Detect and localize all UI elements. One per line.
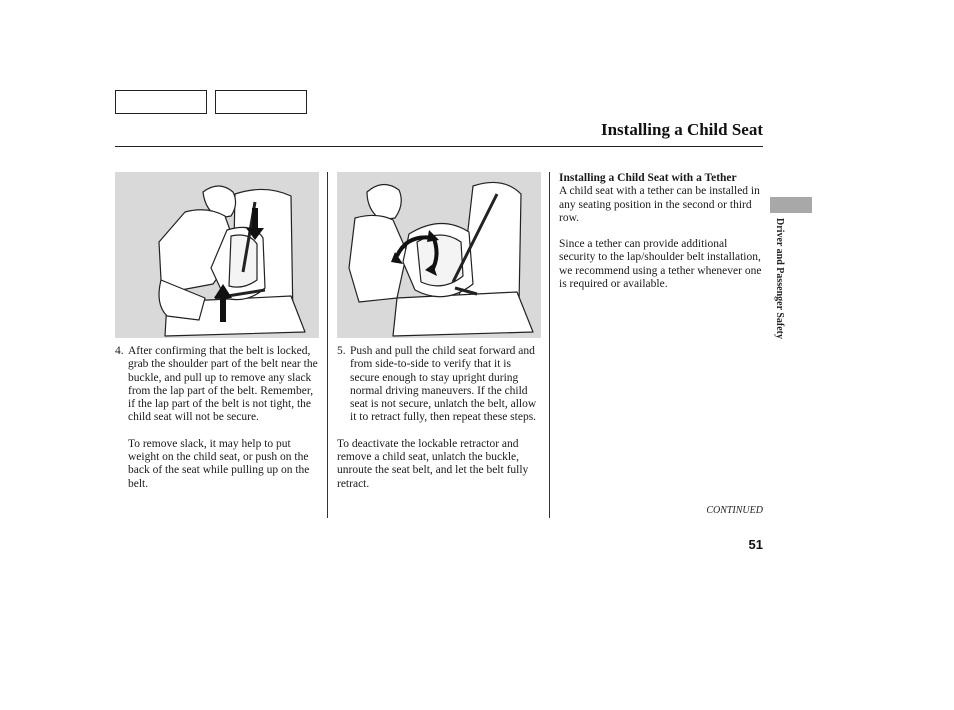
column-divider <box>549 172 550 518</box>
paragraph: A child seat with a tether can be installed in any seating position in the second or third row. <box>559 185 760 224</box>
section-tab-label: Driver and Passenger Safety <box>774 218 785 340</box>
step-note: To deactivate the lockable retractor and remove a child seat, unlatch the buckle, unroute the seat belt, and let the belt fully retract. <box>337 437 529 490</box>
page-title: Installing a Child Seat <box>600 120 763 139</box>
step-note: To remove slack, it may help to put weight on the child seat, or push on the back of the seat while pulling up on the belt. <box>128 437 310 490</box>
step-instructions: Push and pull the child seat forward and from side-to-side to verify that it is secure enough to stay upright during normal driving maneuvers. If the child seat is not secure, unlatch the belt, allow it to retract fully, then repeat these steps. <box>350 345 537 424</box>
step-instructions: After confirming that the belt is locked, grab the shoulder part of the belt near the buckle, and pull up to remove any slack from the lap part of the belt. Remember, if the lap part of the belt is not tight, the child seat will not be secure. <box>128 345 318 424</box>
title-divider <box>115 146 763 147</box>
section-heading: Installing a Child Seat with a Tether <box>559 172 737 184</box>
column-divider <box>327 172 328 518</box>
illustration-verify-secure <box>337 172 541 338</box>
illustration-remove-slack <box>115 172 319 338</box>
nav-box-index[interactable] <box>215 90 307 114</box>
paragraph: Since a tether can provide additional security to the lap/shoulder belt installation, we recommend using a tether whenever one is required or available. <box>559 238 762 291</box>
tether-section <box>559 172 763 291</box>
step-number: 5. <box>337 345 346 357</box>
page-number: 51 <box>748 537 763 552</box>
continued-label: CONTINUED <box>706 505 763 516</box>
section-tab[interactable] <box>770 197 812 213</box>
nav-box-contents[interactable] <box>115 90 207 114</box>
step-4-section <box>115 345 320 491</box>
step-number: 4. <box>115 345 124 357</box>
step-5-section <box>337 345 542 491</box>
